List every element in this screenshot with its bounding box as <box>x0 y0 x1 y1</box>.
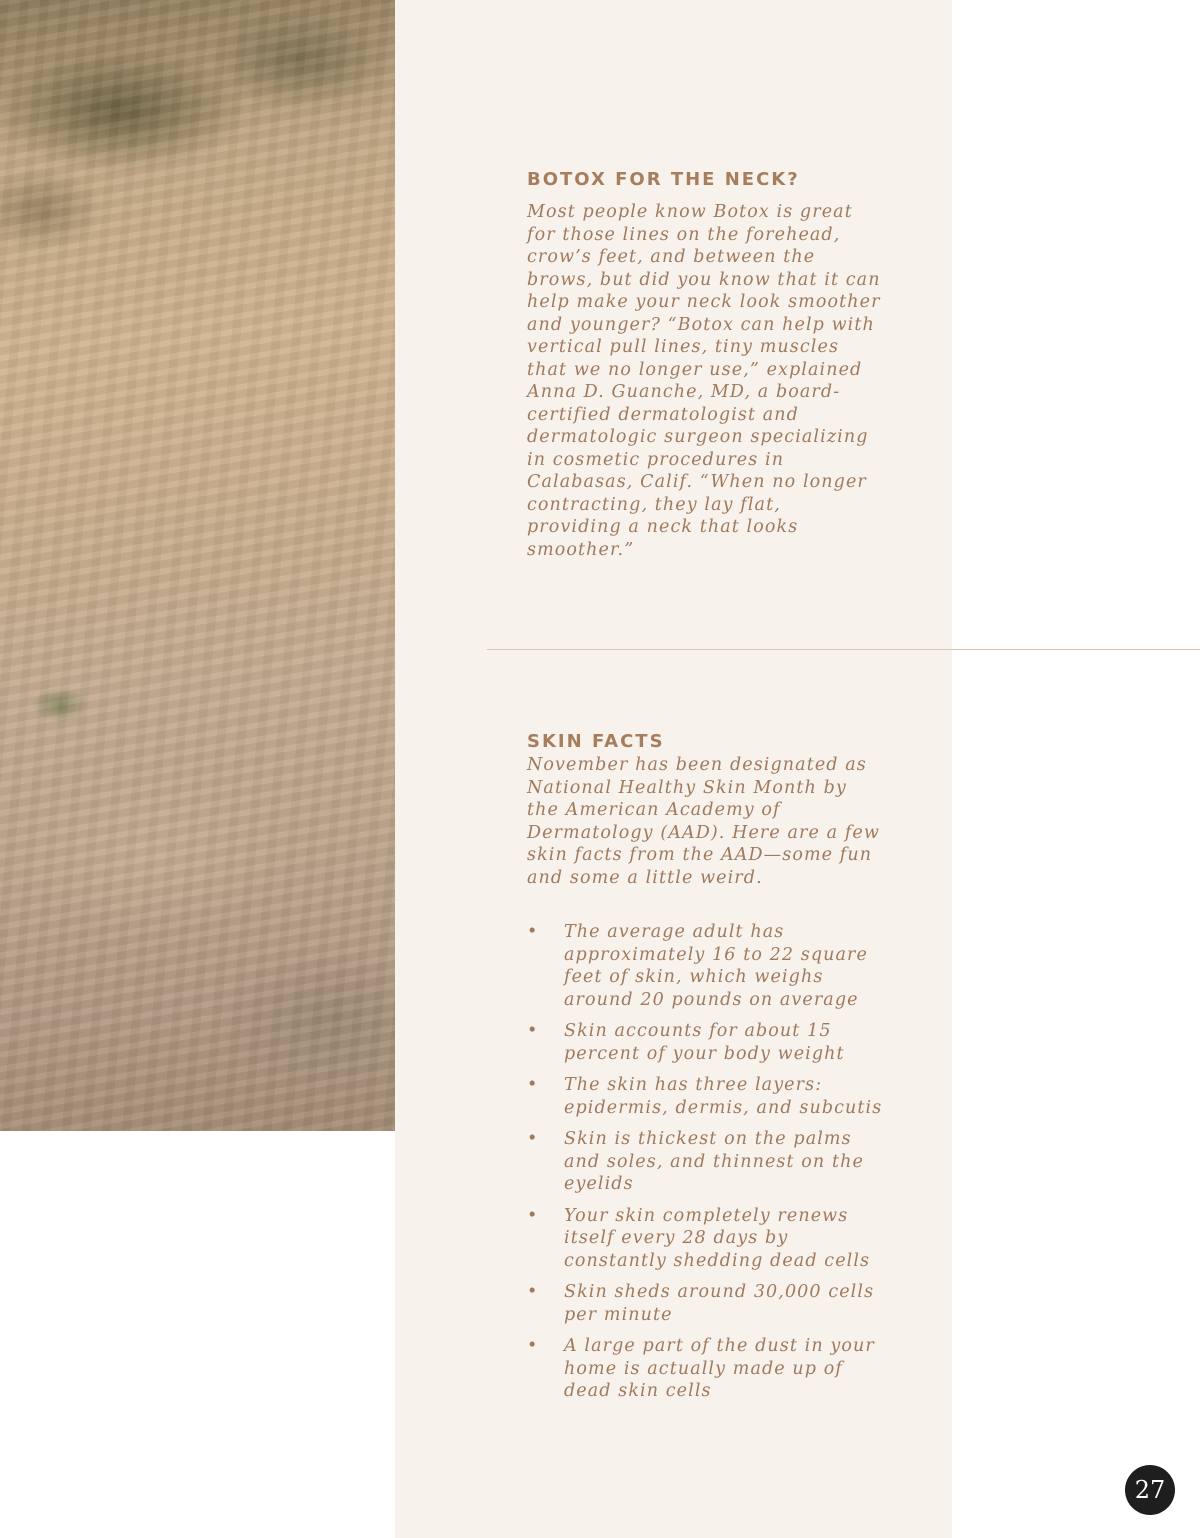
fact-text: The average adult has approximately 16 to 22 square feet of skin, which weighs around 20 pounds on average <box>564 922 868 1010</box>
skin-facts-intro: November has been designated as National Healthy Skin Month by the American Academy of Dermatology (AAD). Here are a few skin facts from the AAD—some fun and some a little weird. <box>527 755 880 888</box>
fact-text: Skin is thickest on the palms and soles, and thinnest on the eyelids <box>564 1129 864 1194</box>
list-item <box>527 921 887 1011</box>
bullet-icon: • <box>527 1282 539 1302</box>
fact-text: A large part of the dust in your home is actually made up of dead skin cells <box>564 1336 875 1401</box>
bullet-icon: • <box>527 1205 539 1226</box>
fact-text: Skin sheds around 30,000 cells per minute <box>564 1282 875 1325</box>
section-divider <box>487 649 1200 650</box>
list-item <box>527 1335 887 1403</box>
bullet-icon: • <box>527 922 539 942</box>
bullet-icon: • <box>527 1021 539 1041</box>
list-item <box>527 1128 887 1196</box>
botox-heading: BOTOX FOR THE NECK? <box>527 169 800 190</box>
bullet-icon: • <box>527 1075 539 1095</box>
fact-text: The skin has three layers: epidermis, dermis, and subcutis <box>564 1075 883 1118</box>
list-item <box>527 1281 887 1326</box>
list-item <box>527 1074 887 1119</box>
rock-photo <box>0 0 395 1131</box>
list-item <box>527 1205 887 1273</box>
botox-body: Most people know Botox is great for those lines on the forehead, crow’s feet, and between the brows, but did you know that it can help make your neck look smoother and younger? “Botox can help with vertical pull lines, tiny muscles that we no longer use,” explained Anna D. Guanche, MD, a board-certified dermatologist and dermatologic surgeon specializing in cosmetic procedures in Calabasas, Calif. “When no longer contracting, they lay flat, providing a neck that looks smoother.” <box>527 202 881 560</box>
bullet-icon: • <box>527 1129 539 1149</box>
fact-text: Skin accounts for about 15 percent of your body weight <box>564 1021 845 1064</box>
page-number-badge: 27 <box>1125 1465 1175 1515</box>
list-item <box>527 1020 887 1065</box>
skin-facts-list <box>527 921 887 1412</box>
bullet-icon: • <box>527 1336 539 1356</box>
skin-facts-heading: SKIN FACTS <box>527 731 665 752</box>
fact-text: Your skin completely renews itself every 28 days by constantly shedding dead cells <box>564 1205 871 1271</box>
